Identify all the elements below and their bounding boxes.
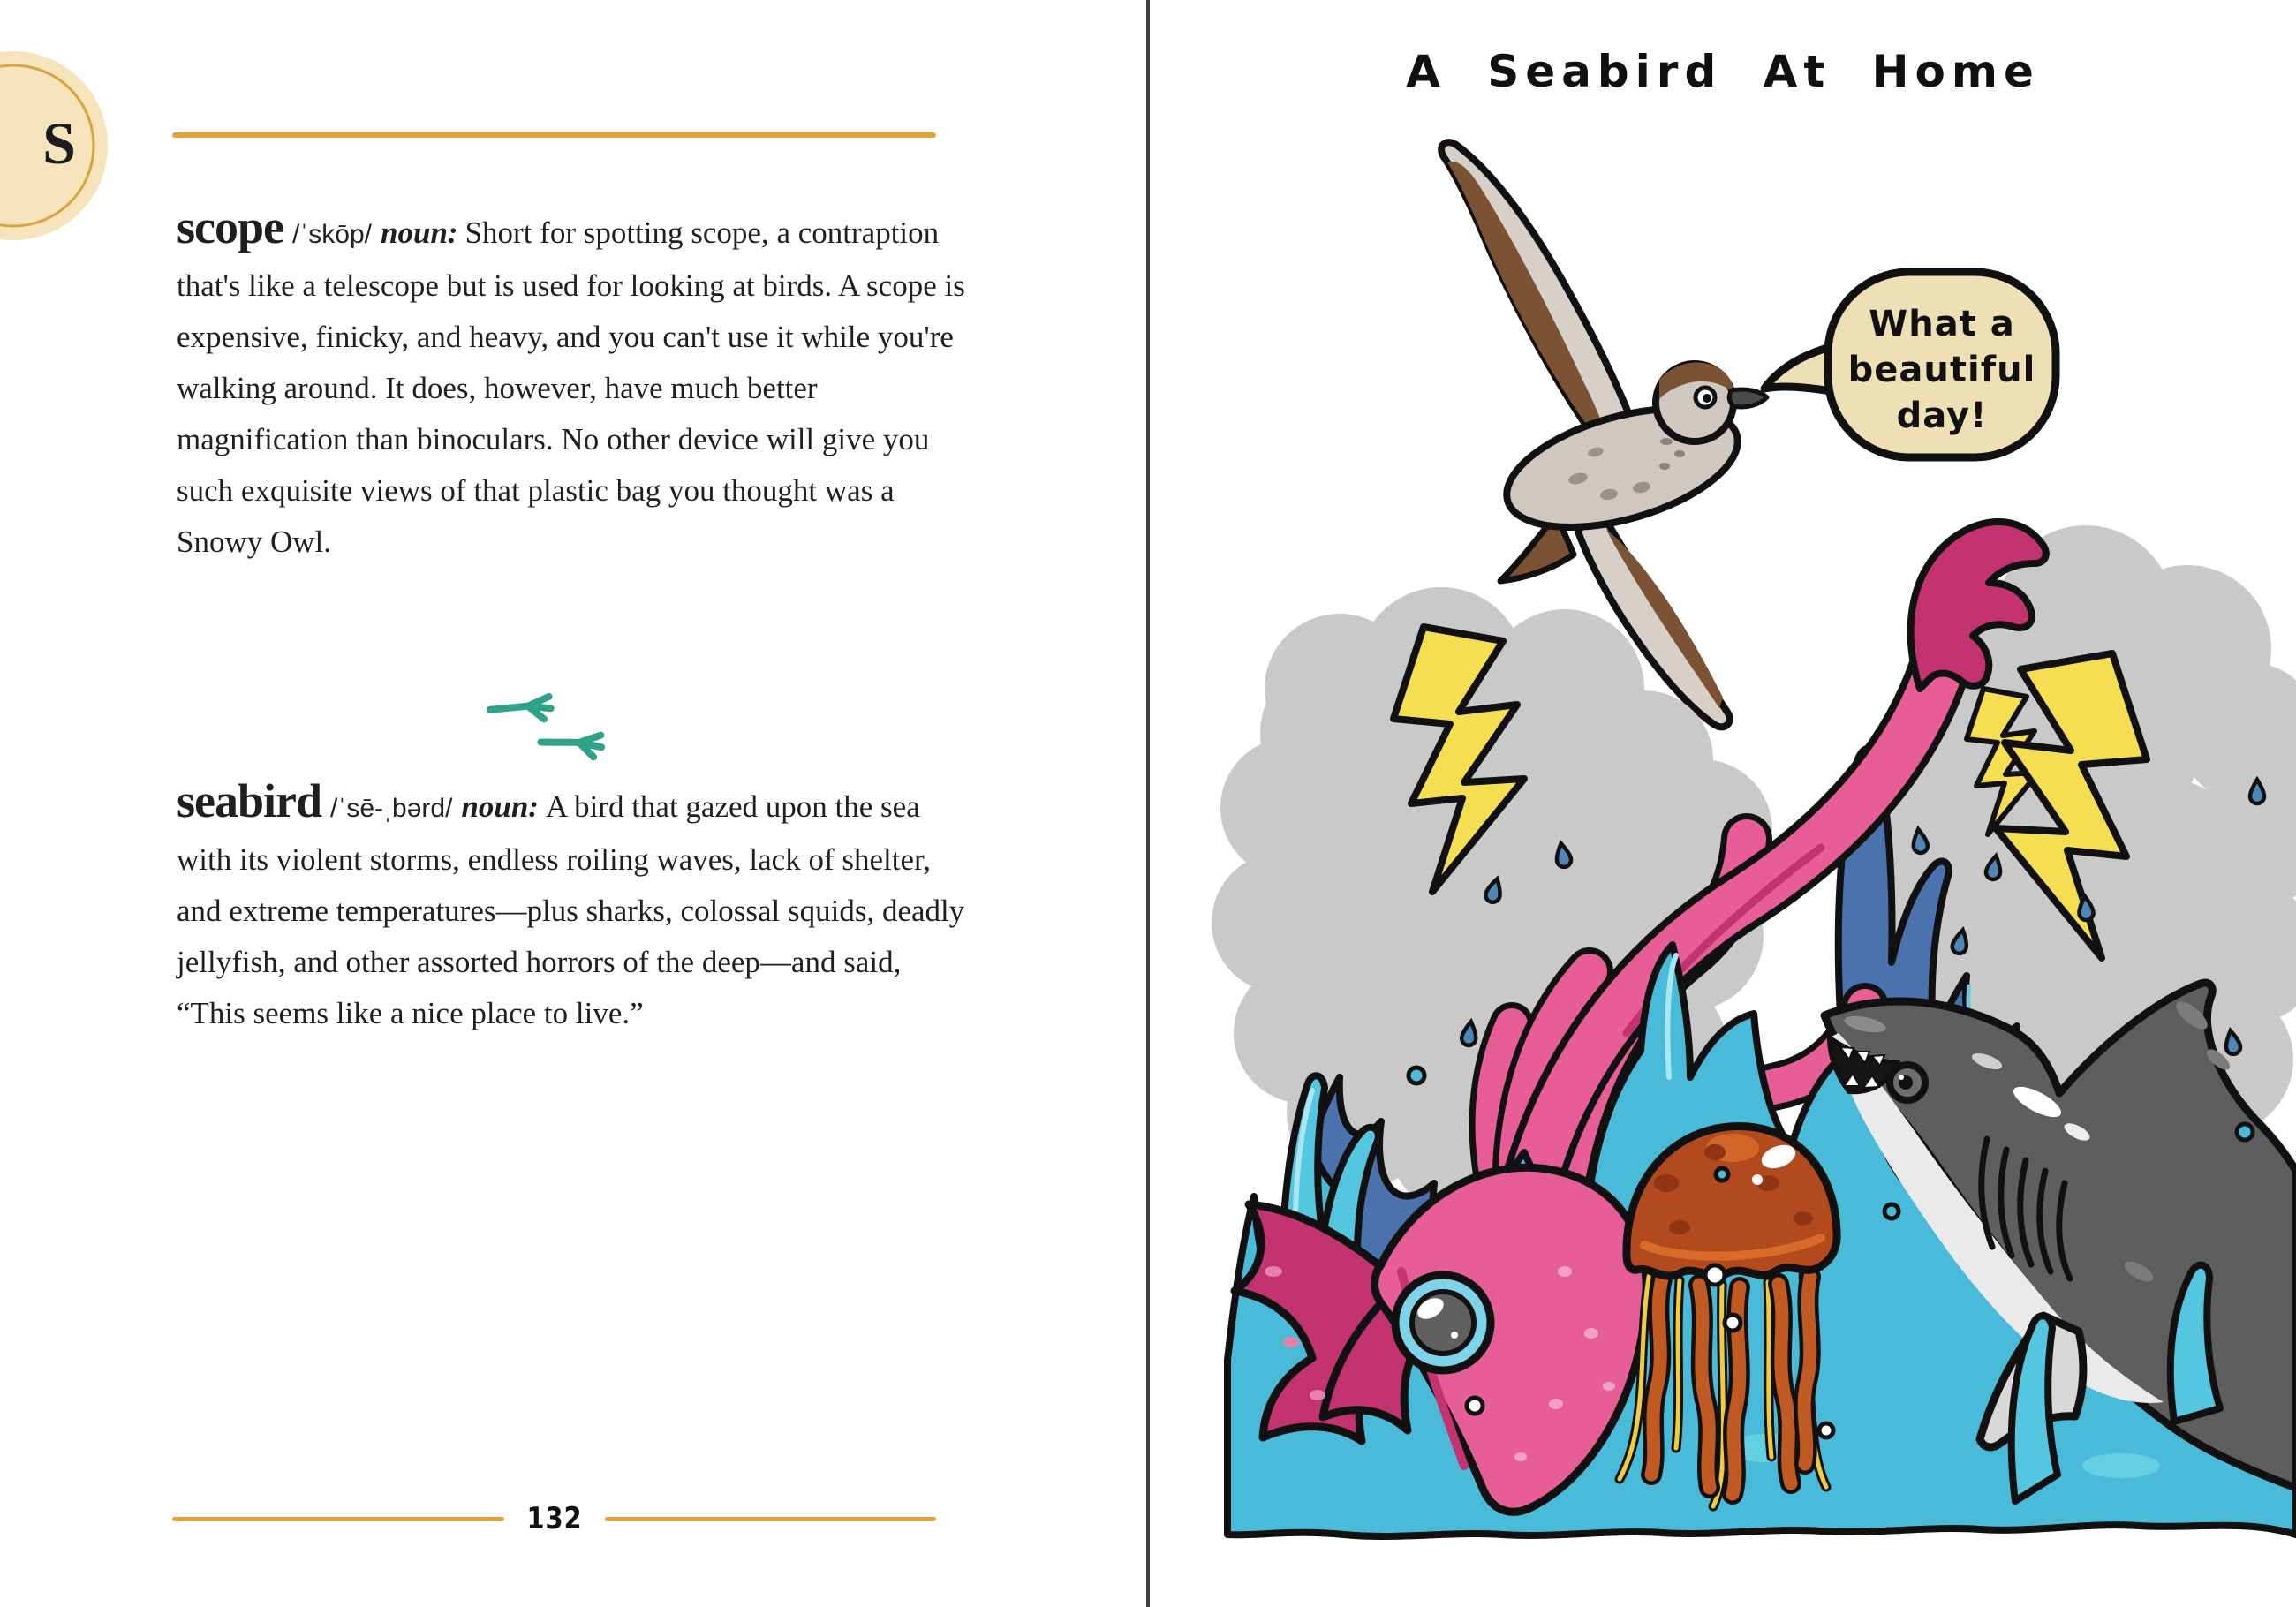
headword: seabird (177, 774, 322, 827)
dictionary-entry-seabird (177, 775, 967, 1039)
illustration-title: A Seabird At Home (1406, 46, 2040, 97)
bird-beak (1729, 389, 1767, 407)
pronunciation: /ˈskōp/ (291, 220, 373, 249)
section-letter-badge (0, 44, 115, 247)
part-of-speech: noun: (381, 215, 458, 250)
definition-text: A bird that gazed upon the sea with its violent storms, endless roiling waves, lack of shelter, and extreme temperatures—plus sharks, colossal squids, deadly jellyfish, and other assorted horrors of the deep—and said, “This seems like a nice place to live.” (177, 789, 965, 1030)
footer-gold-rule-left (172, 1517, 504, 1521)
speech-bubble (1764, 272, 2056, 457)
section-letter: S (42, 109, 76, 177)
bird-footprints-icon (484, 682, 625, 779)
pronunciation: /ˈsē-ˌbərd/ (330, 794, 453, 823)
dictionary-entry-scope (177, 201, 967, 568)
headword: scope (177, 200, 283, 253)
bubble-text-line3: day! (1896, 396, 1988, 436)
bubble-text-line1: What a (1869, 304, 2015, 344)
footer-gold-rule-right (605, 1517, 937, 1521)
top-gold-rule (172, 132, 936, 138)
definition-text: Short for spotting scope, a contraption that's like a telescope but is used for looking at birds. A scope is expensive, finicky, and heavy, and you can't use it while you're walking around. It does, however, have much better magnification than binoculars. No other device will give you such exquisite views of that plastic bag you thought was a Snowy Owl. (177, 215, 965, 559)
part-of-speech: noun: (461, 789, 539, 824)
page-number: 132 (526, 1501, 582, 1536)
page-footer (172, 1501, 936, 1536)
seabird-illustration (1150, 124, 2296, 1589)
bubble-text-line2: beautiful (1847, 350, 2036, 390)
